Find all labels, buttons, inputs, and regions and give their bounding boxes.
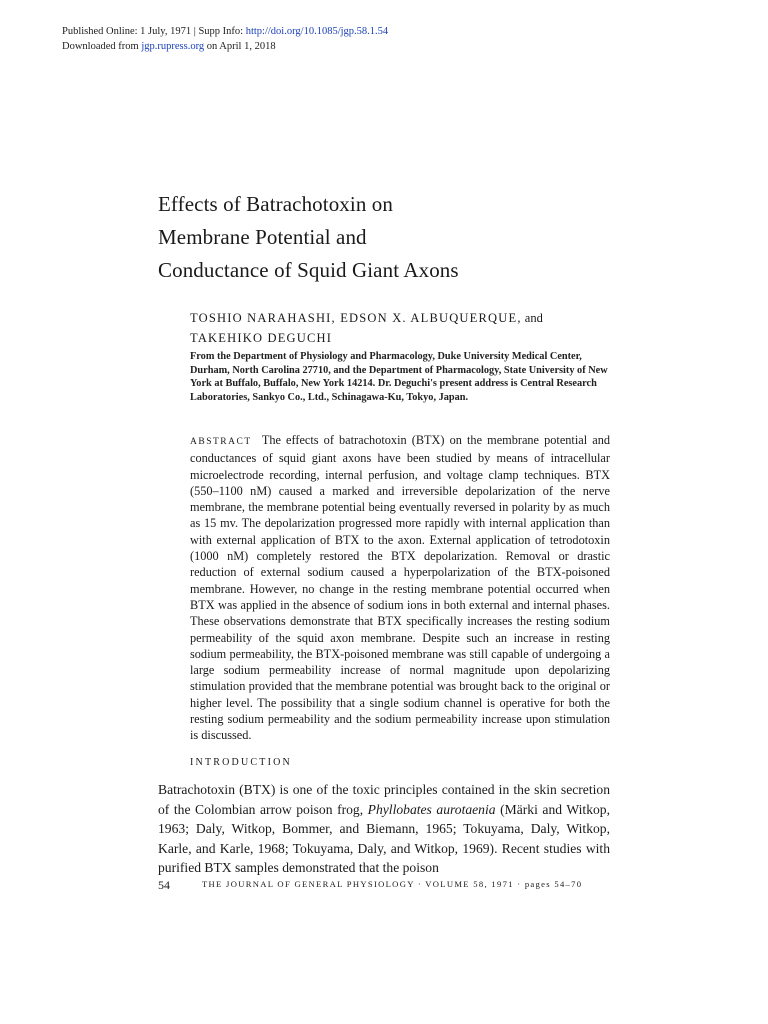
- title-line-2: Membrane Potential and: [158, 225, 367, 249]
- supp-info-link[interactable]: http://doi.org/10.1085/jgp.58.1.54: [245, 26, 389, 37]
- abstract-text: The effects of batrachotoxin (BTX) on the membrane potential and conductances of squid giant axons have been studied by means of intracellular microelectrode recording, internal perfusion, and voltage clamp techniques. BTX (550–1100 nM) caused a marked and irreversible depolarization of the nerve membrane, the membrane potential being eventually reversed in polarity by as much as 15 mv. The depolarization progressed more rapidly with internal application than with external application of BTX to the axon. External application of tetrodotoxin (1000 nM) completely restored the BTX depolarization. Removal or drastic reduction of external sodium caused a hyperpolarization of the BTX-poisoned membrane. However, no change in the resting membrane potential occurred when BTX was applied in the absence of sodium ions in both external and internal phases. These observations demonstrate that BTX specifically increases the resting sodium permeability of the squid axon membrane. Despite such an increase in resting sodium permeability, the BTX-poisoned membrane was still capable of undergoing a large sodium permeability increase of normal magnitude upon depolarizing stimulation provided that the membrane potential was brought back to the original or higher level. The possibility that a single sodium channel is operative for both the resting sodium permeability and the sodium permeability increase upon stimulation is discussed.: [190, 433, 610, 743]
- author-list: [190, 308, 630, 348]
- introduction-heading: INTRODUCTION: [190, 757, 292, 768]
- abstract: [190, 432, 610, 744]
- authors-line-1: TOSHIO NARAHASHI, EDSON X. ALBUQUERQUE, and: [190, 311, 543, 325]
- abstract-label: ABSTRACT: [190, 437, 252, 447]
- published-line: Published Online: 1 July, 1971 | Supp Info: http://doi.org/10.1085/jgp.58.1.54: [62, 26, 389, 37]
- downloaded-line: Downloaded from jgp.rupress.org on April 1, 2018: [62, 41, 276, 52]
- journal-citation: THE JOURNAL OF GENERAL PHYSIOLOGY · VOLUME 58, 1971 · pages 54–70: [202, 879, 583, 889]
- journal-site-link[interactable]: jgp.rupress.org: [141, 41, 205, 52]
- authors-line-2: TAKEHIKO DEGUCHI: [190, 331, 333, 345]
- species-name: Phyllobates aurotaenia: [367, 801, 496, 817]
- paper-title: [158, 188, 678, 287]
- title-line-3: Conductance of Squid Giant Axons: [158, 258, 459, 282]
- page-number: 54: [158, 878, 170, 892]
- affiliation: From the Department of Physiology and Pharmacology, Duke University Medical Center, Durham, North Carolina 27710, and the Department of Pharmacology, State University of New York at Buffalo, Buffalo, New York 14214. Dr. Deguchi's present address is Central Research Laboratories, Sankyo Co., Ltd., Schinagawa-Ku, Tokyo, Japan.: [190, 351, 608, 403]
- introduction-paragraph: Batrachotoxin (BTX) is one of the toxic principles contained in the skin secretion of the Colombian arrow poison frog, Phyllobates aurotaenia (Märki and Witkop, 1963; Daly, Witkop, Bommer, and Biemann, 1965; Tokuyama, Daly, Witkop, Karle, and Karle, 1968; Tokuyama, Daly, and Witkop, 1969). Recent studies with purified BTX samples demonstrated that the poison: [158, 782, 610, 875]
- download-header: [62, 24, 388, 54]
- title-line-1: Effects of Batrachotoxin on: [158, 192, 393, 216]
